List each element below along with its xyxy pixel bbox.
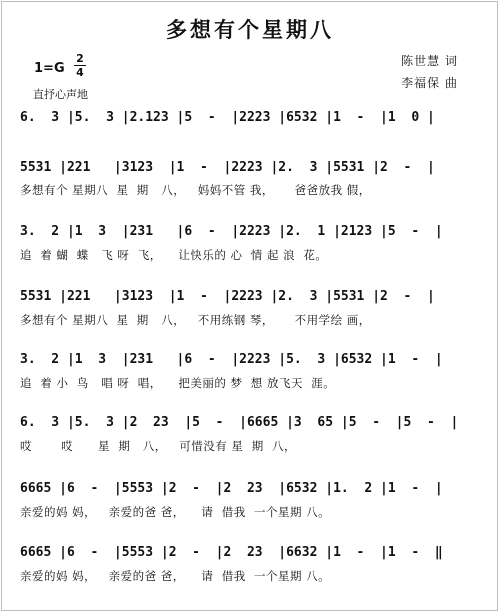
notation-line-7: 6665 |6 - |5553 |2 - |2 23 |6532 |1. 2 |1 - | bbox=[20, 481, 443, 496]
meter-top: 2 bbox=[76, 52, 84, 65]
notation-line-2: 5531 |221 |3123 |1 - |2223 |2. 3 |5531 |2 - | bbox=[20, 160, 435, 175]
notation-line-1: 6. 3 |5. 3 |2.123 |5 - |2223 |6532 |1 - |1 0 | bbox=[20, 110, 435, 125]
lyric-line-6: 哎 哎 星 期 八， 可惜没有 星 期 八， bbox=[20, 439, 297, 453]
notation-line-3: 3. 2 |1 3 |231 |6 - |2223 |2. 1 |2123 |5 - | bbox=[20, 224, 443, 239]
notation-line-4: 5531 |221 |3123 |1 - |2223 |2. 3 |5531 |2 - | bbox=[20, 289, 435, 304]
lyric-line-7: 亲爱的妈 妈， 亲爱的爸 爸， 请 借我 一个星期 八。 bbox=[20, 505, 331, 519]
notation-line-5: 3. 2 |1 3 |231 |6 - |2223 |5. 3 |6532 |1 - | bbox=[20, 352, 443, 367]
expression-marking: 直抒心声地 bbox=[33, 88, 88, 101]
lyricist-credit: 陈世慧 词 bbox=[401, 54, 458, 68]
key-signature: 1=G bbox=[34, 61, 65, 76]
song-title: 多想有个星期八 bbox=[166, 17, 334, 42]
lyric-line-2: 多想有个 星期八 星 期 八， 妈妈不管 我， 爸爸放我 假， bbox=[20, 183, 371, 197]
notation-line-8: 6665 |6 - |5553 |2 - |2 23 |6632 |1 - |1 - ‖ bbox=[20, 545, 443, 560]
meter-bottom: 4 bbox=[76, 66, 84, 79]
lyric-line-4: 多想有个 星期八 星 期 八， 不用练钢 琴， 不用学绘 画， bbox=[20, 313, 371, 327]
lyric-line-8: 亲爱的妈 妈， 亲爱的爸 爸， 请 借我 一个星期 八。 bbox=[20, 569, 331, 583]
lyric-line-3: 追 着 蝴 蝶 飞 呀 飞， 让快乐的 心 情 起 浪 花。 bbox=[20, 248, 328, 262]
time-signature bbox=[74, 53, 86, 78]
composer-credit: 李福保 曲 bbox=[401, 76, 458, 90]
lyric-line-5: 追 着 小 鸟 唱 呀 唱， 把美丽的 梦 想 放飞天 涯。 bbox=[20, 376, 336, 390]
notation-line-6: 6. 3 |5. 3 |2 23 |5 - |6665 |3 65 |5 - |5 - | bbox=[20, 415, 459, 430]
